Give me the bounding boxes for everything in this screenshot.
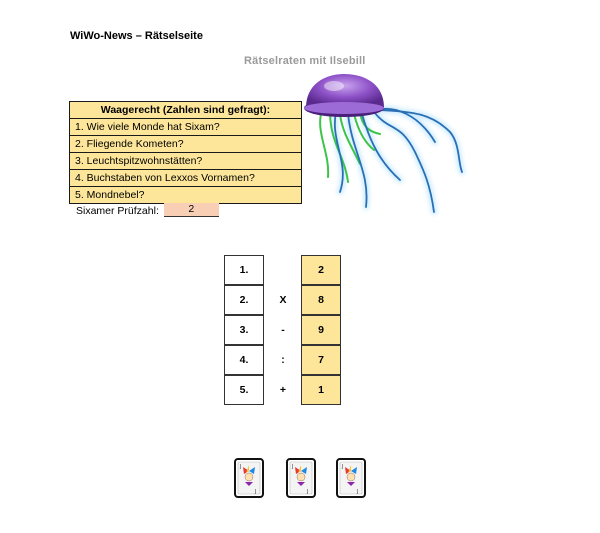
joker-card-icon bbox=[234, 458, 264, 498]
page-header: WiWo-News – Rätselseite bbox=[70, 30, 203, 42]
grid-value: 9 bbox=[301, 315, 341, 345]
svg-text:J: J bbox=[292, 464, 294, 470]
grid-operator: : bbox=[281, 354, 285, 366]
checksum-line bbox=[76, 203, 219, 217]
grid-row-label: 1. bbox=[224, 255, 264, 285]
grid-operator: X bbox=[279, 294, 287, 306]
joker-card-icon bbox=[286, 458, 316, 498]
grid-row-label: 2. bbox=[224, 285, 264, 315]
checksum-label: Sixamer Prüfzahl: bbox=[76, 205, 159, 217]
clue-item: 1. Wie viele Monde hat Sixam? bbox=[70, 119, 302, 136]
clue-heading: Waagerecht (Zahlen sind gefragt): bbox=[70, 102, 302, 119]
grid-value: 2 bbox=[301, 255, 341, 285]
svg-text:J: J bbox=[342, 464, 344, 470]
grid-operator: - bbox=[281, 324, 285, 336]
svg-text:J: J bbox=[240, 464, 242, 470]
joker-card-icon bbox=[336, 458, 366, 498]
grid-value: 7 bbox=[301, 345, 341, 375]
grid-row-label: 5. bbox=[224, 375, 264, 405]
svg-text:J: J bbox=[255, 489, 257, 495]
clue-item: 2. Fliegende Kometen? bbox=[70, 136, 302, 153]
clue-item: 3. Leuchtspitzwohnstätten? bbox=[70, 153, 302, 170]
grid-row-label: 3. bbox=[224, 315, 264, 345]
clue-item: 4. Buchstaben von Lexxos Vornamen? bbox=[70, 170, 302, 187]
checksum-value: 2 bbox=[164, 203, 219, 217]
svg-text:J: J bbox=[357, 489, 359, 495]
grid-value: 8 bbox=[301, 285, 341, 315]
svg-text:J: J bbox=[307, 489, 309, 495]
grid-value: 1 bbox=[301, 375, 341, 405]
grid-operator: + bbox=[279, 384, 287, 396]
grid-operator bbox=[273, 256, 293, 284]
jellyfish-illustration bbox=[300, 72, 470, 222]
grid-row-label: 4. bbox=[224, 345, 264, 375]
clue-item: 5. Mondnebel? bbox=[70, 187, 302, 204]
clue-table bbox=[69, 101, 302, 204]
puzzle-subtitle: Rätselraten mit Ilsebill bbox=[244, 55, 366, 67]
